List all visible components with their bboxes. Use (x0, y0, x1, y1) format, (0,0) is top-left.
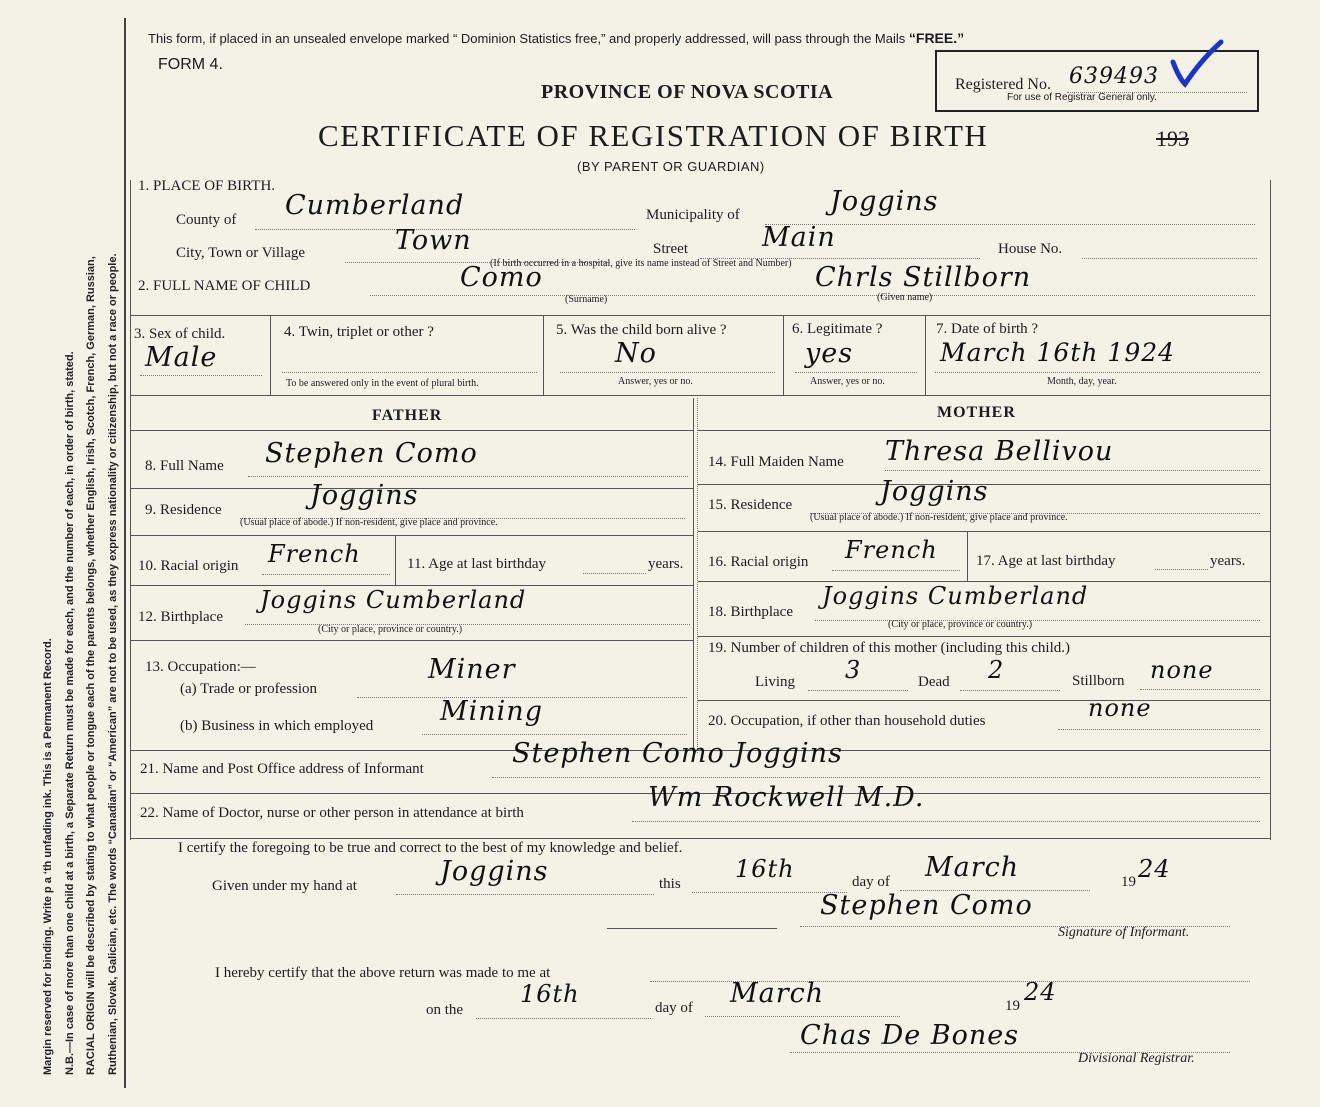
dob-value: March 16th 1924 (940, 338, 1176, 367)
dob-label: 7. Date of birth ? (936, 321, 1039, 337)
certify-month: March (925, 852, 1020, 883)
dead-value: 2 (988, 656, 1005, 684)
mail-notice-text: This form, if placed in an unsealed envelope marked “ Dominion Statistics free,” and properly addressed, will pass through the Mails (148, 31, 906, 46)
mother-heading: MOTHER (937, 404, 1016, 421)
mother-name-value: Thresa Bellivou (885, 436, 1114, 467)
father-residence-value: Joggins (310, 480, 419, 511)
street-value: Main (762, 222, 836, 253)
father-age-label: 11. Age at last birthday (407, 556, 546, 572)
registrar-on-label: on the (426, 1002, 464, 1018)
father-occupation-label: 13. Occupation:— (145, 659, 256, 675)
twin-label: 4. Twin, triplet or other ? (284, 324, 434, 340)
certify-year-suffix: 24 (1138, 855, 1171, 883)
province-heading: PROVINCE OF NOVA SCOTIA (541, 81, 834, 103)
doctor-label: 22. Name of Doctor, nurse or other person in attendance at birth (140, 805, 524, 821)
registrar-year-prefix: 19 (1005, 998, 1020, 1014)
informant-signature: Stephen Como (820, 890, 1033, 921)
registered-label: Registered No. (955, 76, 1051, 93)
stillborn-value: none (1150, 656, 1214, 684)
father-business-label: (b) Business in which employed (180, 718, 374, 734)
legit-note: Answer, yes or no. (810, 376, 885, 387)
mother-residence-value: Joggins (880, 476, 989, 507)
certificate-subtitle: (BY PARENT OR GUARDIAN) (577, 159, 765, 174)
father-name-label: 8. Full Name (145, 458, 224, 474)
child-name-label: 2. FULL NAME OF CHILD (138, 278, 311, 294)
mother-race-value: French (845, 536, 938, 564)
mother-residence-note: (Usual place of abode.) If non-resident, give place and province. (810, 512, 1068, 523)
certify-day: 16th (735, 855, 795, 883)
city-value: Town (395, 225, 472, 256)
mother-birthplace-value: Joggins Cumberland (822, 582, 1089, 610)
father-birthplace-label: 12. Birthplace (138, 609, 223, 625)
mail-notice-free: “FREE.” (908, 30, 965, 46)
margin-note-nb: N.B.—In case of more than one child at a birth, a Separate Return must be made for each, and the number of each, in order of birth, stated. (63, 351, 76, 1075)
informant-value: Stephen Como Joggins (512, 738, 843, 769)
registrar-signature-label: Divisional Registrar. (1078, 1051, 1195, 1066)
given-name-note: (Given name) (877, 292, 933, 303)
mother-residence-label: 15. Residence (708, 497, 793, 513)
form-number: FORM 4. (158, 56, 223, 73)
father-business-value: Mining (440, 696, 543, 727)
frame-left (130, 180, 131, 840)
father-heading: FATHER (372, 407, 443, 424)
binding-line (124, 18, 126, 1088)
margin-note-racial: RACIAL ORIGIN will be described by stating to what people or tongue each of the parents belongs, whether English, Irish, Scotch, French, German, Russian, (85, 256, 97, 1075)
father-residence-label: 9. Residence (145, 502, 222, 518)
struck-number: 193 (1156, 126, 1189, 151)
father-race-value: French (268, 540, 361, 568)
mother-occupation-value: none (1088, 694, 1152, 722)
place-heading: 1. PLACE OF BIRTH. (138, 178, 276, 194)
registrar-use-note: For use of Registrar General only. (1007, 92, 1157, 103)
child-given-name: Chrls Stillborn (815, 262, 1032, 293)
twin-note: To be answered only in the event of plural birth. (286, 378, 479, 389)
dob-note: Month, day, year. (1047, 376, 1117, 387)
county-label: County of (176, 212, 237, 228)
doctor-value: Wm Rockwell M.D. (648, 782, 925, 813)
certify-year-prefix: 19 (1121, 874, 1136, 890)
certify-day-of-label: day of (852, 874, 890, 890)
given-place: Joggins (440, 856, 549, 887)
father-trade-value: Miner (428, 654, 516, 685)
sex-value: Male (145, 342, 218, 373)
mother-birthplace-note: (City or place, province or country.) (888, 619, 1033, 630)
checkmark-icon (1165, 38, 1225, 94)
alive-note: Answer, yes or no. (618, 376, 693, 387)
street-label: Street (653, 241, 688, 257)
mother-age-unit: years. (1210, 553, 1246, 569)
registered-number: 639493 (1069, 64, 1159, 89)
margin-notes (38, 253, 124, 1075)
parents-divider (693, 398, 694, 753)
this-label: this (659, 876, 681, 892)
registered-box (935, 50, 1259, 112)
informant-signature-label: Signature of Informant. (1058, 925, 1190, 940)
alive-value: No (615, 338, 657, 369)
registrar-day-of-label: day of (655, 1000, 693, 1016)
living-label: Living (755, 674, 795, 690)
mother-birthplace-label: 18. Birthplace (708, 604, 793, 620)
sex-label: 3. Sex of child. (134, 326, 226, 342)
municipality-value: Joggins (830, 186, 939, 217)
registrar-text: I hereby certify that the above return was made to me at (215, 965, 551, 981)
child-surname: Como (460, 262, 543, 293)
mother-children-label: 19. Number of children of this mother (including this child.) (708, 640, 1071, 656)
frame-right (1270, 180, 1271, 840)
father-trade-label: (a) Trade or profession (180, 681, 318, 697)
registrar-signature: Chas De Bones (800, 1020, 1020, 1051)
county-value: Cumberland (285, 190, 465, 221)
mail-notice (148, 30, 964, 46)
father-name-value: Stephen Como (265, 438, 478, 469)
registrar-day: 16th (520, 980, 580, 1008)
surname-note: (Surname) (565, 294, 608, 305)
father-race-label: 10. Racial origin (138, 558, 239, 574)
mother-age-label: 17. Age at last birthday (976, 553, 1116, 569)
alive-label: 5. Was the child born alive ? (556, 322, 727, 338)
father-birthplace-value: Joggins Cumberland (260, 586, 527, 614)
father-age-unit: years. (648, 556, 684, 572)
mother-occupation-label: 20. Occupation, if other than household duties (708, 713, 986, 729)
city-label: City, Town or Village (176, 245, 306, 261)
certificate-title: CERTIFICATE OF REGISTRATION OF BIRTH (318, 118, 989, 153)
legit-value: yes (805, 338, 854, 369)
registrar-month: March (730, 978, 825, 1009)
stillborn-label: Stillborn (1072, 673, 1125, 689)
certify-text: I certify the foregoing to be true and correct to the best of my knowledge and belief. (178, 840, 683, 856)
mother-race-label: 16. Racial origin (708, 554, 809, 570)
legit-label: 6. Legitimate ? (792, 321, 883, 337)
father-residence-note: (Usual place of abode.) If non-resident, give place and province. (240, 517, 498, 528)
given-label: Given under my hand at (212, 878, 357, 894)
dead-label: Dead (918, 674, 950, 690)
informant-label: 21. Name and Post Office address of Informant (140, 761, 424, 777)
municipality-label: Municipality of (646, 207, 740, 223)
mother-name-label: 14. Full Maiden Name (708, 454, 844, 470)
margin-note-binding: Margin reserved for binding. Write p a ‘th unfading ink. This is a Permanent Record. (42, 638, 54, 1075)
father-birthplace-note: (City or place, province or country.) (318, 624, 463, 635)
margin-note-racial-cont: Ruthenian, Slovak, Galician, etc. The words “Canadian” or “American” are not to be used, as they express nationality or citizenship, but not a race or people. (106, 253, 119, 1075)
registrar-year-suffix: 24 (1024, 978, 1057, 1006)
living-value: 3 (845, 656, 862, 684)
hospital-note: (If birth occurred in a hospital, give its name instead of Street and Number) (490, 258, 792, 269)
house-label: House No. (998, 241, 1063, 257)
